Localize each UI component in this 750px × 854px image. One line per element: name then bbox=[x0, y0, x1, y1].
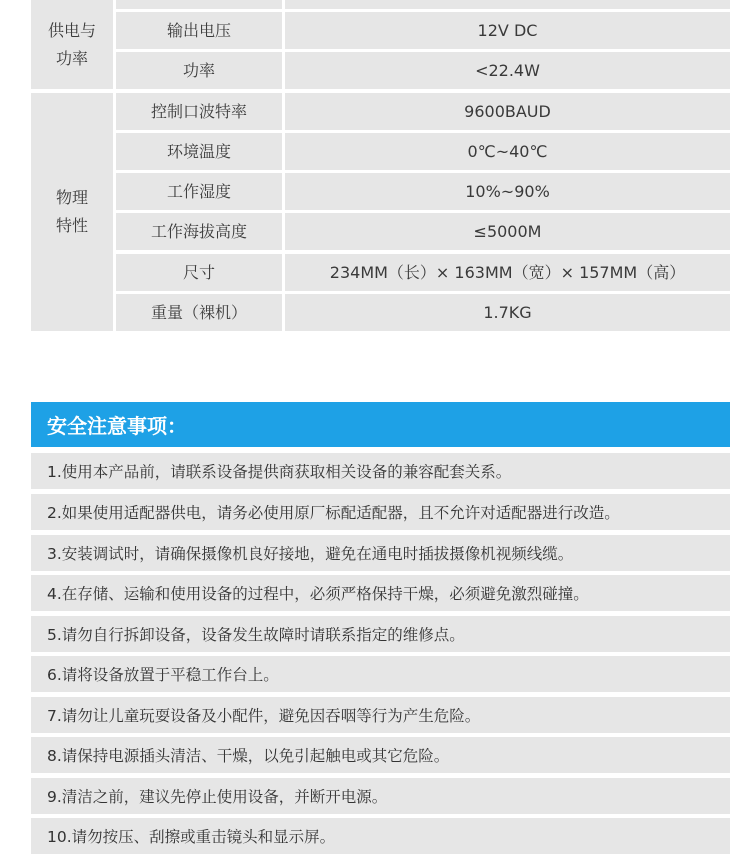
safety-notice-item: 6.请将设备放置于平稳工作台上。 bbox=[31, 656, 730, 692]
spec-group-power bbox=[31, 0, 113, 89]
spec-row-value: 1.7KG bbox=[285, 294, 730, 331]
safety-notice-item: 2.如果使用适配器供电，请务必使用原厂标配适配器，且不允许对适配器进行改造。 bbox=[31, 494, 730, 530]
spec-row-name: 工作海拔高度 bbox=[116, 213, 282, 250]
table-row-cropped-value bbox=[285, 0, 730, 9]
safety-notice-item: 1.使用本产品前，请联系设备提供商获取相关设备的兼容配套关系。 bbox=[31, 453, 730, 489]
spec-row-name: 工作湿度 bbox=[116, 173, 282, 210]
spec-row-name: 功率 bbox=[116, 52, 282, 89]
safety-notice-item: 7.请勿让儿童玩耍设备及小配件，避免因吞咽等行为产生危险。 bbox=[31, 697, 730, 733]
spec-row-name: 尺寸 bbox=[116, 254, 282, 291]
safety-notice-item: 10.请勿按压、刮擦或重击镜头和显示屏。 bbox=[31, 818, 730, 854]
spec-row-value: 0℃~40℃ bbox=[285, 133, 730, 170]
spec-row-value: 12V DC bbox=[285, 12, 730, 49]
spec-row-name: 控制口波特率 bbox=[116, 93, 282, 130]
safety-section-title: 安全注意事项： bbox=[31, 402, 730, 447]
spec-row-name: 环境温度 bbox=[116, 133, 282, 170]
safety-notice-item: 8.请保持电源插头清洁、干燥，以免引起触电或其它危险。 bbox=[31, 737, 730, 773]
spec-row-name: 重量（裸机） bbox=[116, 294, 282, 331]
spec-row-value: <22.4W bbox=[285, 52, 730, 89]
safety-notice-item: 3.安装调试时，请确保摄像机良好接地，避免在通电时插拔摄像机视频线缆。 bbox=[31, 535, 730, 571]
spec-group-label: 功率 bbox=[55, 48, 88, 68]
spec-group-label: 特性 bbox=[55, 216, 88, 235]
spec-row-value: 10%~90% bbox=[285, 173, 730, 210]
table-row-cropped-name bbox=[116, 0, 282, 9]
spec-row-value: 9600BAUD bbox=[285, 93, 730, 130]
safety-notice-item: 4.在存储、运输和使用设备的过程中，必须严格保持干燥，必须避免激烈碰撞。 bbox=[31, 575, 730, 611]
spec-group-label: 物理 bbox=[55, 188, 88, 207]
safety-notice-item: 9.清洁之前，建议先停止使用设备，并断开电源。 bbox=[31, 778, 730, 814]
spec-row-value: ≤5000M bbox=[285, 213, 730, 250]
safety-notice-item: 5.请勿自行拆卸设备，设备发生故障时请联系指定的维修点。 bbox=[31, 616, 730, 652]
spec-group-label: 供电与 bbox=[47, 20, 96, 40]
spec-row-value: 234MM（长）× 163MM（宽）× 157MM（高） bbox=[285, 254, 730, 291]
spec-group-physical bbox=[31, 93, 113, 331]
spec-row-name: 输出电压 bbox=[116, 12, 282, 49]
